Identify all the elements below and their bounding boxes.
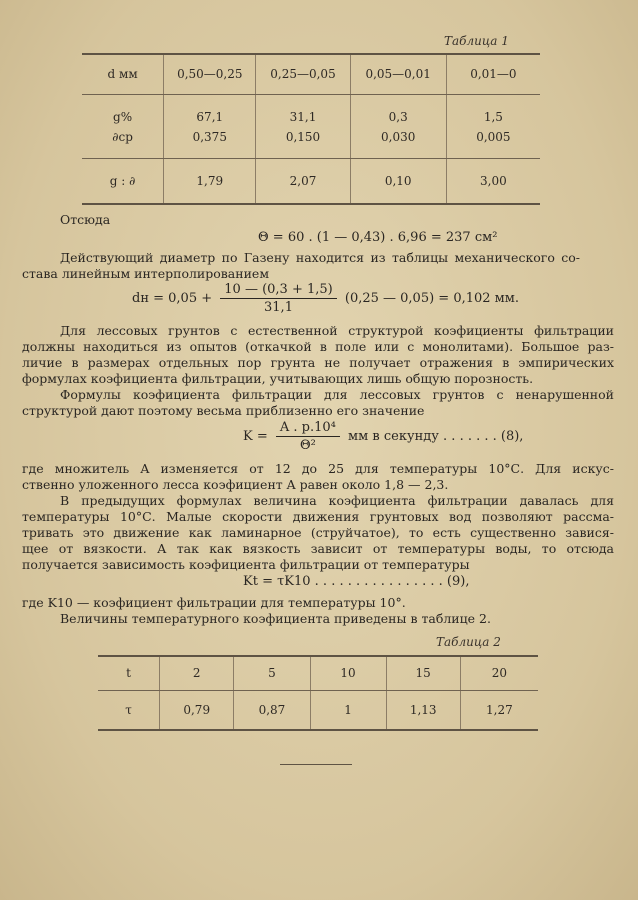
paragraph-line: тривать это движение как ламинарное (струйчатое), то есть существенно завися-: [22, 525, 614, 540]
paragraph-line: должны находиться из опытов (откачкой в поле или с монолитами). Большое раз-: [22, 339, 614, 354]
table-row: [98, 690, 538, 730]
formula-k: [243, 420, 523, 453]
paragraph-line: ственно уложенного лесса коэфициент A равен около 1,8 — 2,3.: [22, 477, 449, 492]
paragraph-line: щее от вязкости. А так как вязкость зависит от температуры воды, то отсюда: [22, 541, 614, 556]
table-cell: 0,3: [350, 94, 446, 124]
formula-kt: Kt = τK10 . . . . . . . . . . . . . . . . (9),: [243, 574, 470, 589]
table2-header-row: [98, 656, 538, 690]
table-cell: 1,13: [386, 690, 460, 730]
paragraph-line: става линейным интерполированием: [22, 266, 270, 281]
table-cell: 0,005: [446, 124, 540, 158]
fraction-denominator: Θ²: [299, 438, 316, 453]
table1-header-cell: 0,05—0,01: [350, 54, 446, 94]
table-cell: 0,87: [234, 690, 310, 730]
table-cell: 0,375: [164, 124, 256, 158]
table-row: [82, 124, 540, 158]
table-cell: 1,27: [460, 690, 538, 730]
table-cell: 31,1: [256, 94, 350, 124]
table-cell: 3,00: [446, 158, 540, 204]
table-cell: 0,150: [256, 124, 350, 158]
paragraph-line: формулах коэфициента фильтрации, учитывающих лишь общую порозность.: [22, 371, 534, 386]
paragraph-line: получается зависимость коэфициента фильтрации от температуры: [22, 557, 470, 572]
table2-header-cell: 15: [386, 656, 460, 690]
table-cell: 0,030: [350, 124, 446, 158]
fraction-numerator: A . p.10⁴: [276, 420, 340, 437]
table-cell: 0,79: [160, 690, 234, 730]
paragraph-line: Действующий диаметр по Газену находится из таблицы механического со-: [60, 250, 580, 265]
table2-header-cell: 2: [160, 656, 234, 690]
paragraph-line: Отсюда: [60, 212, 111, 227]
table-cell: 0,10: [350, 158, 446, 204]
table1-header-row: [82, 54, 540, 94]
table1-header-cell: 0,50—0,25: [164, 54, 256, 94]
paragraph-line: Величины температурного коэфициента приведены в таблице 2.: [60, 611, 491, 626]
table2: [98, 655, 538, 731]
table-cell: 1,5: [446, 94, 540, 124]
formula-theta: Θ = 60 . (1 — 0,43) . 6,96 = 237 см²: [258, 230, 498, 245]
table1-header-cell: d мм: [82, 54, 164, 94]
table-cell: g%: [113, 110, 133, 124]
paragraph-line: где K10 — коэфициент фильтрации для температуры 10°.: [22, 595, 406, 610]
table-cell: 1: [310, 690, 386, 730]
paragraph-line: где множитель A изменяется от 12 до 25 для температуры 10°С. Для искус-: [22, 461, 614, 476]
table-row: [82, 94, 540, 124]
table-cell: ∂ср: [82, 124, 164, 158]
table2-header-cell: 5: [234, 656, 310, 690]
paragraph-line: личие в размерах отдельных пор грунта не получает отражения в эмпирических: [22, 355, 614, 370]
table1-header-cell: 0,01—0: [446, 54, 540, 94]
table-cell: 1,79: [164, 158, 256, 204]
table-row: [82, 158, 540, 204]
paragraph-line: температуры 10°С. Малые скорости движения грунтовых вод позволяют рассма-: [22, 509, 614, 524]
paragraph-line: Формулы коэфициента фильтрации для лессовых грунтов с ненарушенной: [60, 387, 614, 402]
formula-dn: [132, 282, 519, 315]
table-cell: τ: [125, 702, 132, 717]
table2-header-cell: 10: [310, 656, 386, 690]
table1-caption: Таблица 1: [444, 34, 509, 48]
table2-caption: Таблица 2: [436, 635, 501, 649]
fraction: [276, 420, 340, 453]
paragraph-line: структурой дают поэтому весьма приблизенно его значение: [22, 403, 425, 418]
table-cell: g : ∂: [109, 173, 136, 188]
formula-dn-right: (0,25 — 0,05) = 0,102 мм.: [344, 291, 520, 306]
formula-k-right: мм в секунду . . . . . . . (8),: [348, 429, 524, 444]
table1: [82, 53, 540, 205]
table1-header-cell: 0,25—0,05: [256, 54, 350, 94]
table2-header-cell: 20: [460, 656, 538, 690]
formula-k-left: K =: [243, 429, 268, 444]
fraction-denominator: 31,1: [264, 300, 293, 315]
fraction-numerator: 10 — (0,3 + 1,5): [220, 282, 336, 299]
paragraph-line: В предыдущих формулах величина коэфициента фильтрации давалась для: [60, 493, 614, 508]
end-rule: [280, 764, 352, 765]
table-cell: 67,1: [164, 94, 256, 124]
formula-dn-left: dн = 0,05 +: [132, 291, 213, 306]
table2-header-cell: t: [98, 656, 160, 690]
paragraph-line: Для лессовых грунтов с естественной структурой коэфициенты фильтрации: [60, 323, 614, 338]
table-cell: 2,07: [256, 158, 350, 204]
fraction: [220, 282, 336, 315]
